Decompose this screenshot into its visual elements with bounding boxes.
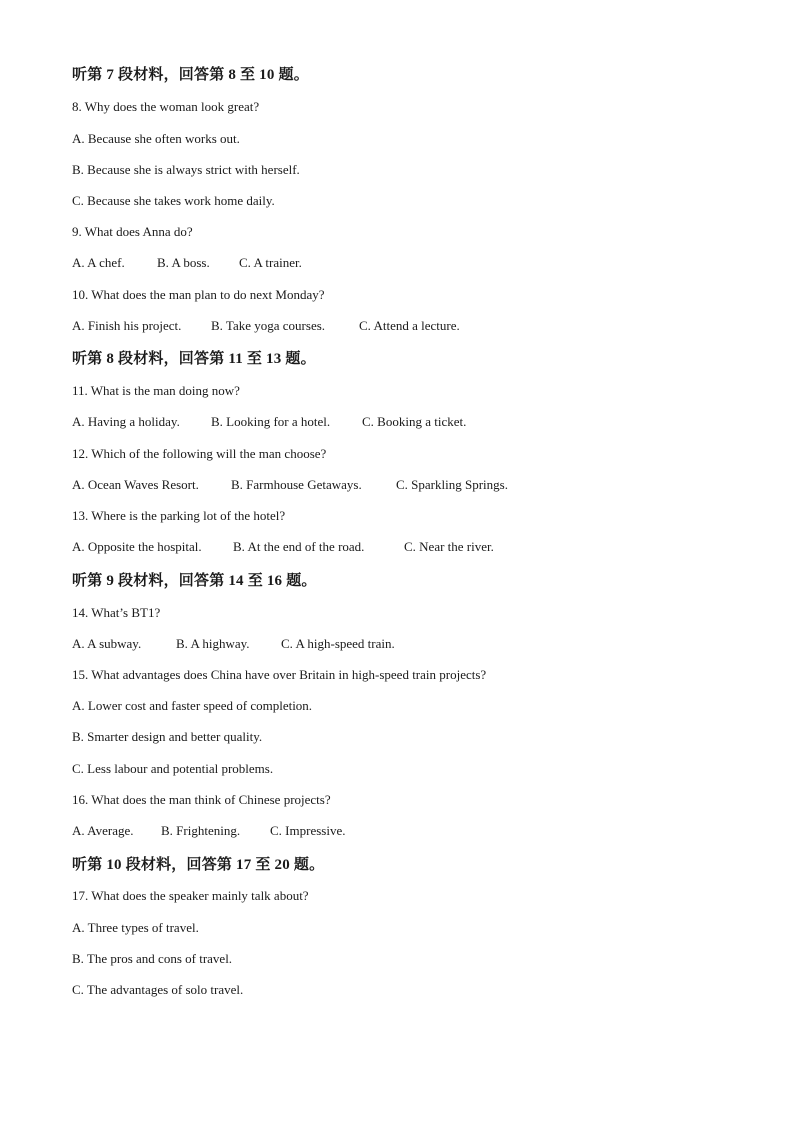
question-13-options [72,539,494,555]
question-16: 16. What does the man think of Chinese projects? [72,792,331,807]
question-13-option-c: C. Near the river. [404,539,494,554]
question-13: 13. Where is the parking lot of the hotel? [72,508,286,523]
question-14-option-b: B. A highway. [176,636,250,651]
section-heading-9: 听第 9 段材料，回答第 14 至 16 题。 [72,573,317,589]
question-15: 15. What advantages does China have over Britain in high-speed train projects? [72,667,487,682]
question-16-options [72,823,345,839]
question-14: 14. What’s BT1? [72,605,161,620]
question-10-option-b: B. Take yoga courses. [211,318,326,333]
question-10-option-c: C. Attend a lecture. [359,318,460,333]
question-17-option-c: C. The advantages of solo travel. [72,982,244,997]
question-9-option-c: C. A trainer. [239,255,302,270]
question-13-option-b: B. At the end of the road. [233,539,365,554]
question-8-option-a: A. Because she often works out. [72,131,240,146]
question-17-option-a: A. Three types of travel. [72,920,199,935]
question-14-option-a: A. A subway. [72,636,142,651]
question-14-option-c: C. A high-speed train. [281,636,395,651]
question-8-option-c: C. Because she takes work home daily. [72,193,275,208]
section-heading-8: 听第 8 段材料，回答第 11 至 13 题。 [72,351,316,367]
question-12-option-a: A. Ocean Waves Resort. [72,477,199,492]
question-11-options [72,414,466,430]
question-9-option-b: B. A boss. [157,255,210,270]
question-10-options [72,318,460,334]
question-13-option-a: A. Opposite the hospital. [72,539,202,554]
question-14-options [72,636,395,652]
question-12-option-b: B. Farmhouse Getaways. [231,477,362,492]
question-16-option-c: C. Impressive. [270,823,346,838]
question-11: 11. What is the man doing now? [72,383,240,398]
question-16-option-b: B. Frightening. [161,823,241,838]
question-11-option-b: B. Looking for a hotel. [211,414,331,429]
question-10: 10. What does the man plan to do next Monday? [72,287,325,302]
question-11-option-c: C. Booking a ticket. [362,414,467,429]
question-15-option-b: B. Smarter design and better quality. [72,729,263,744]
section-heading-10: 听第 10 段材料，回答第 17 至 20 题。 [72,857,325,873]
question-17-option-b: B. The pros and cons of travel. [72,951,233,966]
question-15-option-a: A. Lower cost and faster speed of completion. [72,698,313,713]
question-12-options [72,477,508,493]
question-8-option-b: B. Because she is always strict with herself. [72,162,300,177]
question-8: 8. Why does the woman look great? [72,99,260,114]
question-17: 17. What does the speaker mainly talk about? [72,888,309,903]
question-12-option-c: C. Sparkling Springs. [396,477,508,492]
question-9-option-a: A. A chef. [72,255,125,270]
question-11-option-a: A. Having a holiday. [72,414,180,429]
section-heading-7: 听第 7 段材料，回答第 8 至 10 题。 [72,67,309,83]
question-9: 9. What does Anna do? [72,224,193,239]
question-16-option-a: A. Average. [72,823,134,838]
question-10-option-a: A. Finish his project. [72,318,182,333]
question-15-option-c: C. Less labour and potential problems. [72,761,274,776]
question-9-options [72,255,302,271]
question-12: 12. Which of the following will the man choose? [72,446,327,461]
